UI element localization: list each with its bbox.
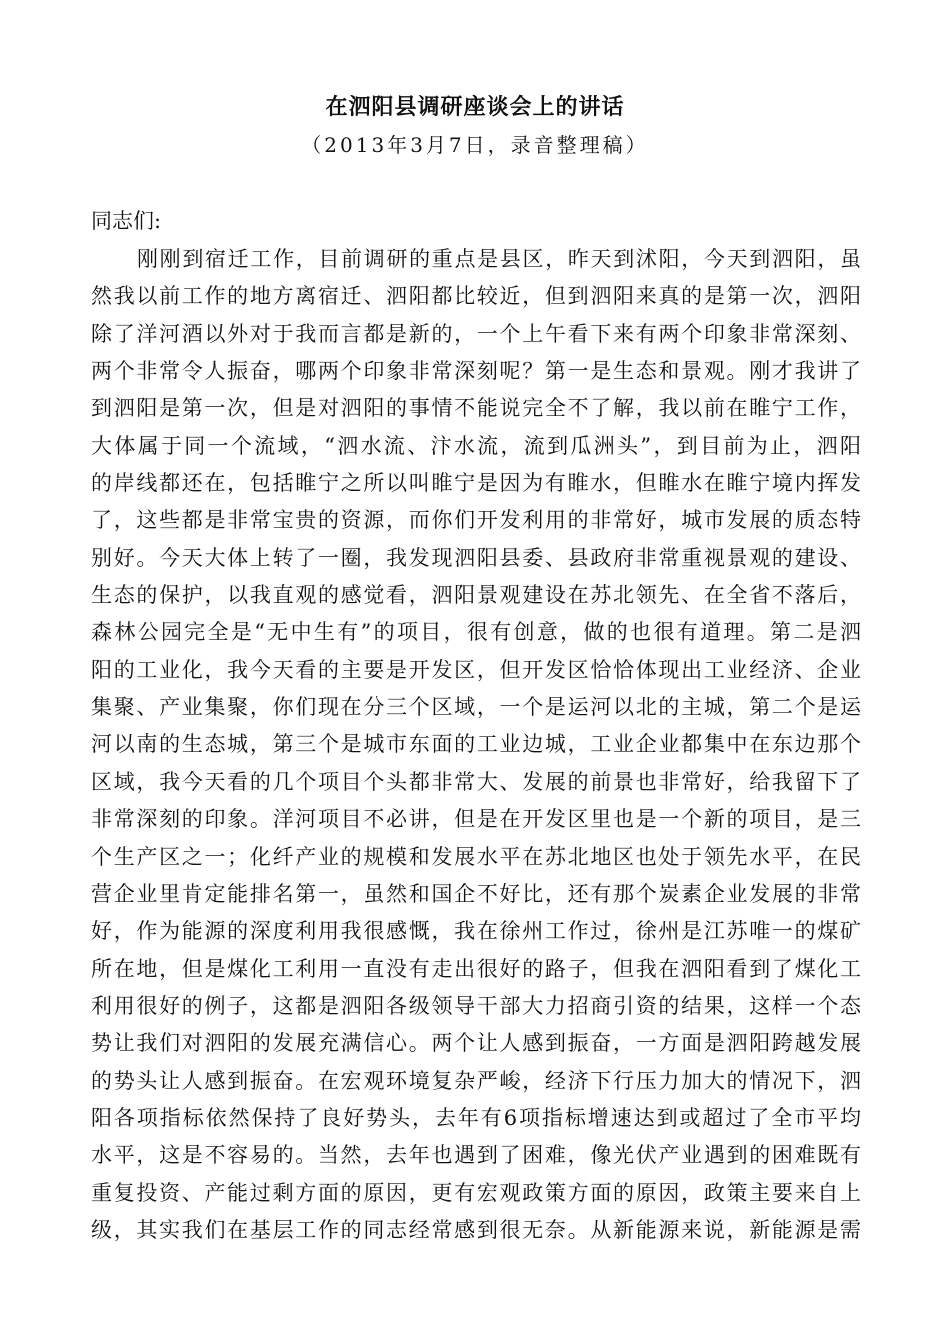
salutation: 同志们: [91, 209, 162, 233]
body-line: 了，这些都是非常宝贵的资源，而你们开发利用的非常好，城市发展的质态特 [91, 508, 861, 533]
speech-body [91, 243, 861, 1251]
body-line: 到泗阳是第一次，但是对泗阳的事情不能说完全不了解，我以前在睢宁工作， [91, 396, 861, 421]
body-line: 然我以前工作的地方离宿迁、泗阳都比较近，但到泗阳来真的是第一次，泗阳 [91, 284, 861, 309]
body-line: 好，作为能源的深度利用我很感慨，我在徐州工作过，徐州是江苏唯一的煤矿 [91, 919, 861, 944]
body-line: 阳的工业化，我今天看的主要是开发区，但开发区恰恰体现出工业经济、企业 [91, 657, 861, 682]
body-line: 利用很好的例子，这都是泗阳各级领导干部大力招商引资的结果，这样一个态 [91, 993, 861, 1018]
body-line: 刚刚到宿迁工作，目前调研的重点是县区，昨天到沭阳，今天到泗阳，虽 [137, 247, 861, 271]
body-line: 区域，我今天看的几个项目个头都非常大、发展的前景也非常好，给我留下了 [91, 769, 861, 794]
body-line: 两个非常令人振奋，哪两个印象非常深刻呢？第一是生态和景观。刚才我讲了 [91, 359, 861, 384]
document-title: 在泗阳县调研座谈会上的讲话 [325, 94, 625, 120]
body-line: 森林公园完全是“无中生有”的项目，很有创意，做的也很有道理。第二是泗 [91, 620, 861, 645]
body-line: 别好。今天大体上转了一圈，我发现泗阳县委、县政府非常重视景观的建设、 [91, 545, 861, 570]
body-line: 的岸线都还在，包括睢宁之所以叫睢宁是因为有睢水，但睢水在睢宁境内挥发 [91, 471, 861, 496]
body-line: 生态的保护，以我直观的感觉看，泗阳景观建设在苏北领先、在全省不落后， [91, 583, 861, 608]
body-line: 的势头让人感到振奋。在宏观环境复杂严峻，经济下行压力加大的情况下，泗 [91, 1068, 861, 1093]
body-line: 水平，这是不容易的。当然，去年也遇到了困难，像光伏产业遇到的困难既有 [91, 1143, 861, 1168]
document-subtitle: （2013年3月7日，录音整理稿） [301, 133, 649, 157]
body-line: 集聚、产业集聚，你们现在分三个区域，一个是运河以北的主城，第二个是运 [91, 695, 861, 720]
body-line: 营企业里肯定能排名第一，虽然和国企不好比，还有那个炭素企业发展的非常 [91, 881, 861, 906]
body-line: 重复投资、产能过剩方面的原因，更有宏观政策方面的原因，政策主要来自上 [91, 1180, 861, 1205]
body-line: 除了洋河酒以外对于我而言都是新的，一个上午看下来有两个印象非常深刻、 [91, 321, 861, 346]
body-line: 非常深刻的印象。洋河项目不必讲，但是在开发区里也是一个新的项目，是三 [91, 807, 861, 832]
body-line: 个生产区之一；化纤产业的规模和发展水平在苏北地区也处于领先水平，在民 [91, 844, 861, 869]
body-line: 河以南的生态城，第三个是城市东面的工业边城，工业企业都集中在东边那个 [91, 732, 861, 757]
body-line: 势让我们对泗阳的发展充满信心。两个让人感到振奋，一方面是泗阳跨越发展 [91, 1031, 861, 1056]
body-line: 级，其实我们在基层工作的同志经常感到很无奈。从新能源来说，新能源是需 [91, 1217, 861, 1242]
body-line: 所在地，但是煤化工利用一直没有走出很好的路子，但我在泗阳看到了煤化工 [91, 956, 861, 981]
body-line: 大体属于同一个流域，“泗水流、汴水流，流到瓜洲头”，到目前为止，泗阳 [91, 433, 861, 458]
body-line: 阳各项指标依然保持了良好势头，去年有6项指标增速达到或超过了全市平均 [91, 1105, 861, 1130]
